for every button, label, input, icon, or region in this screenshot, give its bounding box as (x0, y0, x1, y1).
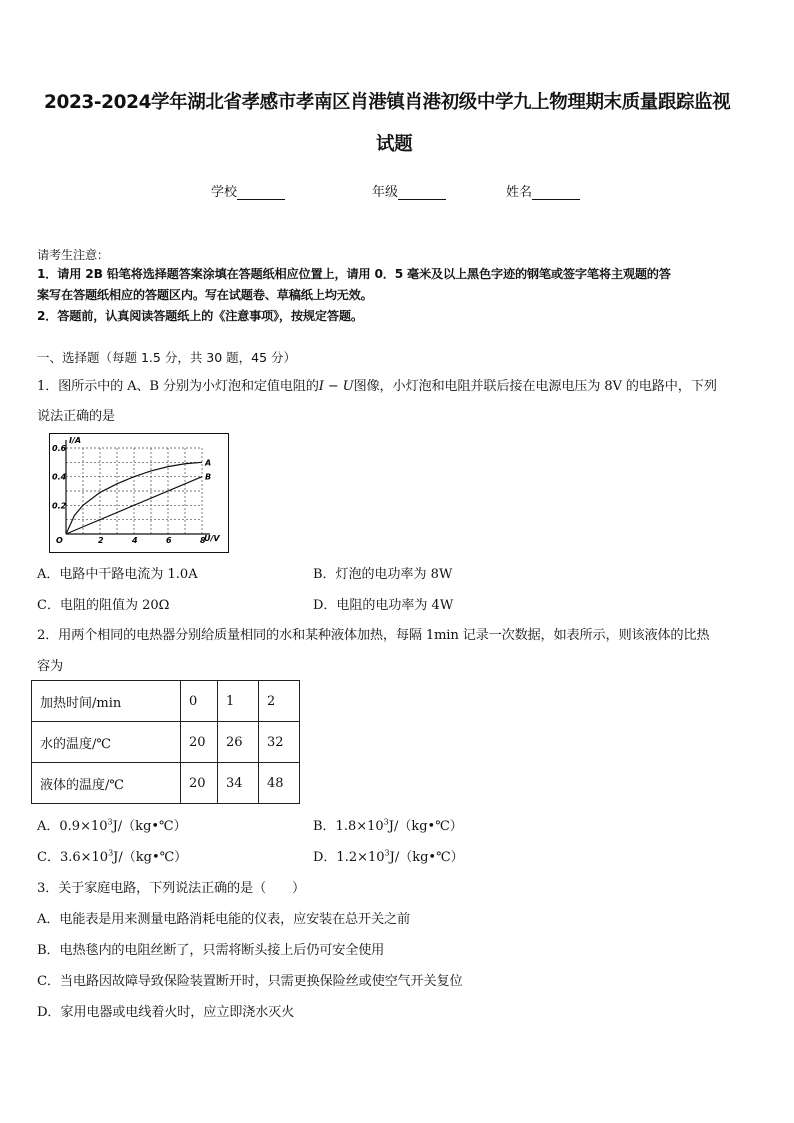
grade-label: 年级 (372, 185, 399, 200)
series-label-A: A (205, 458, 212, 468)
q2-option-a-unit: J/（kg•℃） (112, 819, 187, 834)
table-cell: 20 (181, 763, 218, 804)
school-blank (237, 185, 285, 200)
q1-option-c: C．电阻的阻值为 20Ω (37, 598, 170, 613)
notice-heading: 请考生注意： (37, 248, 109, 262)
q2-option-c (37, 846, 187, 865)
q3-stem: 3．关于家庭电路，下列说法正确的是（ ） (37, 881, 305, 896)
x-tick-label: 6 (166, 536, 172, 545)
q3-option-b: B．电热毯内的电阻丝断了，只需将断头接上后仍可安全使用 (37, 943, 385, 958)
y-axis-label: I/A (69, 436, 82, 445)
table-row (32, 722, 300, 763)
page-title-line2: 试题 (376, 134, 413, 155)
q2-option-a-exp: 3 (107, 817, 113, 827)
name-blank (532, 185, 580, 200)
table-row (32, 681, 300, 722)
grade-blank (398, 185, 446, 200)
notice-item1-line2: 案写在答题纸相应的答题区内。写在试题卷、草稿纸上均无效。 (37, 288, 373, 302)
q1-option-b: B．灯泡的电功率为 8W (313, 567, 453, 582)
table-cell: 0 (181, 681, 218, 722)
y-tick-label: 0.2 (52, 501, 67, 511)
q1-stem-a: 1．图所示中的 A、B 分别为小灯泡和定值电阻的 (37, 379, 319, 394)
school-field (211, 181, 285, 200)
q2-option-a (37, 815, 187, 834)
iu-graph (50, 434, 228, 552)
table-cell: 1 (218, 681, 259, 722)
table-cell: 26 (218, 722, 259, 763)
q2-option-c-unit: J/（kg•℃） (113, 850, 188, 865)
y-tick-label: 0.4 (52, 472, 67, 482)
q1-stem-line2: 说法正确的是 (37, 409, 115, 424)
q2-stem-line1: 2．用两个相同的电热器分别给质量相同的水和某种液体加热，每隔 1min 记录一次数据，如表所示，则该液体的比热 (37, 628, 710, 643)
origin-label: O (56, 536, 63, 545)
table-cell: 2 (259, 681, 300, 722)
table-cell: 32 (259, 722, 300, 763)
q2-data-table (31, 680, 300, 804)
q2-option-a-text: A．0.9×10 (37, 819, 108, 834)
q1-stem-math: I − U (318, 379, 354, 394)
q3-option-a: A．电能表是用来测量电路消耗电能的仪表，应安装在总开关之前 (37, 912, 410, 927)
name-label: 姓名 (506, 185, 533, 200)
x-tick-label: 2 (98, 536, 104, 545)
table-cell: 液体的温度/℃ (32, 763, 181, 804)
table-cell: 20 (181, 722, 218, 763)
table-cell: 48 (259, 763, 300, 804)
section-heading: 一、选择题（每题 1.5 分，共 30 题，45 分） (37, 350, 297, 365)
series-label-B: B (205, 472, 212, 482)
q2-option-c-text: C．3.6×10 (37, 850, 109, 865)
q2-stem-line2: 容为 (37, 659, 63, 674)
q3-option-d: D．家用电器或电线着火时，应立即浇水灭火 (37, 1005, 295, 1020)
q2-option-d-exp: 3 (384, 848, 390, 858)
y-tick-label: 0.6 (52, 444, 67, 453)
q2-option-d-unit: J/（kg•℃） (389, 850, 464, 865)
q1-option-d: D．电阻的电功率为 4W (313, 598, 454, 613)
x-tick-label: 8 (200, 536, 206, 545)
q2-option-b (313, 815, 463, 834)
notice-item2: 2．答题前，认真阅读答题纸上的《注意事项》，按规定答题。 (37, 309, 363, 323)
q1-stem-line1 (37, 375, 717, 394)
q1-chart (49, 433, 229, 553)
q3-option-c: C．当电路因故障导致保险装置断开时，只需更换保险丝或使空气开关复位 (37, 974, 463, 989)
q2-option-b-text: B．1.8×10 (313, 819, 384, 834)
school-label: 学校 (211, 185, 238, 200)
grade-field (372, 181, 446, 200)
x-axis-label: U/V (204, 534, 220, 543)
q1-option-a: A．电路中干路电流为 1.0A (37, 567, 198, 582)
notice-item1-line1: 1．请用 2B 铅笔将选择题答案涂填在答题纸相应位置上，请用 0．5 毫米及以上黑色字迹的钢笔或签字笔将主观题的答 (37, 267, 671, 281)
table-cell: 34 (218, 763, 259, 804)
q2-option-d-text: D．1.2×10 (313, 850, 385, 865)
table-cell: 水的温度/℃ (32, 722, 181, 763)
x-tick-label: 4 (132, 536, 138, 545)
q1-stem-b: 图像，小灯泡和电阻并联后接在电源电压为 8V 的电路中，下列 (353, 379, 717, 394)
table-row (32, 763, 300, 804)
q2-option-b-unit: J/（kg•℃） (388, 819, 463, 834)
q2-option-b-exp: 3 (383, 817, 389, 827)
page-title-line1: 2023-2024学年湖北省孝感市孝南区肖港镇肖港初级中学九上物理期末质量跟踪监视 (44, 92, 731, 113)
table-cell: 加热时间/min (32, 681, 181, 722)
q2-option-d (313, 846, 464, 865)
q2-option-c-exp: 3 (108, 848, 114, 858)
name-field (506, 181, 580, 200)
